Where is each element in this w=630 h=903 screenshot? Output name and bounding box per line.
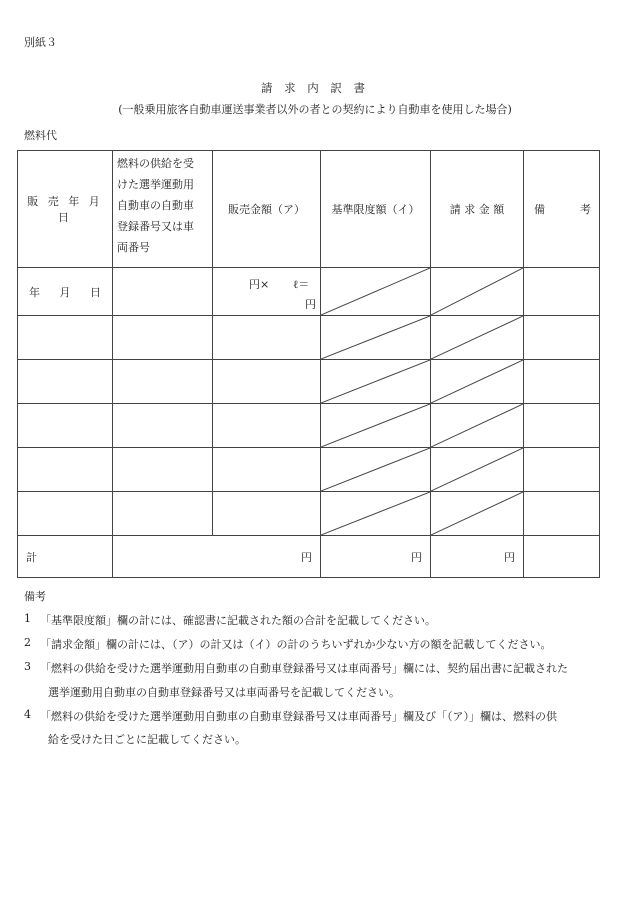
sales-amount-cell bbox=[213, 448, 321, 492]
base-limit-cell bbox=[321, 448, 431, 492]
remark-text: 「燃料の供給を受けた選挙運動用自動車の自動車登録番号又は車両番号」欄及び「（ア）」欄は、燃料の供 bbox=[40, 710, 557, 723]
table-row bbox=[18, 360, 600, 404]
sale-date-cell bbox=[18, 360, 113, 404]
diagonal-line bbox=[321, 404, 430, 447]
notes-cell bbox=[524, 268, 600, 316]
year-label: 年 bbox=[29, 285, 40, 299]
yen-times-label: 円× bbox=[249, 278, 270, 291]
remark-number: 2 bbox=[24, 636, 31, 649]
sale-date-cell bbox=[18, 316, 113, 360]
header-row bbox=[18, 151, 600, 268]
table-row bbox=[18, 404, 600, 448]
header-registration-line: けた選挙運動用 bbox=[117, 178, 194, 191]
header-registration-line: 燃料の供給を受 bbox=[117, 157, 194, 170]
header-base-limit: 基準限度額（イ） bbox=[321, 151, 431, 268]
notes-cell bbox=[524, 404, 600, 448]
header-sales-amount: 販売金額（ア） bbox=[213, 151, 321, 268]
notes-cell bbox=[524, 360, 600, 404]
diagonal-line bbox=[321, 316, 430, 359]
liter-equals-label: ℓ＝ bbox=[293, 278, 310, 291]
header-registration-line: 登録番号又は車 bbox=[117, 220, 194, 233]
registration-cell bbox=[113, 268, 213, 316]
remark-number: 1 bbox=[24, 612, 31, 625]
diagonal-line bbox=[321, 492, 430, 535]
registration-cell bbox=[113, 404, 213, 448]
sale-date-cell bbox=[18, 448, 113, 492]
sale-date-cell bbox=[18, 268, 113, 316]
total-notes bbox=[524, 536, 600, 578]
base-limit-cell bbox=[321, 268, 431, 316]
notes-cell bbox=[524, 316, 600, 360]
claim-amount-cell bbox=[431, 360, 524, 404]
total-claim-amount: 円 bbox=[431, 536, 524, 578]
diagonal-line bbox=[431, 360, 523, 403]
table-row bbox=[18, 268, 600, 316]
diagonal-line bbox=[321, 268, 430, 315]
registration-cell bbox=[113, 316, 213, 360]
claim-amount-cell bbox=[431, 268, 524, 316]
day-label: 日 bbox=[90, 285, 101, 299]
header-registration-line: 自動車の自動車 bbox=[117, 199, 194, 212]
claim-amount-cell bbox=[431, 404, 524, 448]
remark-text: 「請求金額」欄の計には、（ア）の計又は（イ）の計のうちいずれか少ない方の額を記載してください。 bbox=[40, 638, 552, 651]
sales-amount-cell bbox=[213, 268, 321, 316]
remark-text: 給を受けた日ごとに記載してください。 bbox=[48, 733, 246, 746]
diagonal-line bbox=[431, 268, 523, 315]
total-row bbox=[18, 536, 600, 578]
diagonal-line bbox=[431, 448, 523, 491]
header-notes-left: 備 bbox=[534, 203, 545, 216]
base-limit-cell bbox=[321, 316, 431, 360]
registration-cell bbox=[113, 492, 213, 536]
claim-amount-cell bbox=[431, 316, 524, 360]
yen-label: 円 bbox=[305, 298, 316, 311]
table-row bbox=[18, 448, 600, 492]
header-sale-date: 販 売 年 月 日 bbox=[18, 151, 113, 268]
base-limit-cell bbox=[321, 492, 431, 536]
remark-number: 3 bbox=[24, 660, 31, 673]
total-label: 計 bbox=[18, 536, 113, 578]
remark-number: 4 bbox=[24, 708, 31, 721]
sales-amount-cell bbox=[213, 492, 321, 536]
sale-date-cell bbox=[18, 404, 113, 448]
total-base-limit: 円 bbox=[321, 536, 431, 578]
notes-cell bbox=[524, 492, 600, 536]
breakdown-table bbox=[17, 150, 600, 578]
claim-amount-cell bbox=[431, 492, 524, 536]
base-limit-cell bbox=[321, 360, 431, 404]
sales-amount-cell bbox=[213, 316, 321, 360]
registration-cell bbox=[113, 448, 213, 492]
header-registration-number bbox=[113, 151, 213, 268]
expense-category: 燃料代 bbox=[24, 129, 57, 142]
claim-amount-cell bbox=[431, 448, 524, 492]
header-registration-line: 両番号 bbox=[117, 241, 150, 254]
sale-date-cell bbox=[18, 492, 113, 536]
table-row bbox=[18, 492, 600, 536]
registration-cell bbox=[113, 360, 213, 404]
notes-cell bbox=[524, 448, 600, 492]
sales-amount-cell bbox=[213, 404, 321, 448]
base-limit-cell bbox=[321, 404, 431, 448]
table-row bbox=[18, 316, 600, 360]
attachment-label: 別紙３ bbox=[24, 36, 57, 49]
header-claim-amount: 請 求 金 額 bbox=[431, 151, 524, 268]
remark-text: 「燃料の供給を受けた選挙運動用自動車の自動車登録番号又は車両番号」欄には、契約届出書に記載された bbox=[40, 662, 568, 675]
document-subtitle: (一般乗用旅客自動車運送事業者以外の者との契約により自動車を使用した場合) bbox=[118, 103, 512, 116]
month-label: 月 bbox=[59, 285, 71, 299]
document-title: 請 求 内 訳 書 bbox=[260, 81, 370, 95]
remark-text: 「基準限度額」欄の計には、確認書に記載された額の合計を記載してください。 bbox=[40, 614, 436, 627]
sales-amount-cell bbox=[213, 360, 321, 404]
header-notes-right: 考 bbox=[580, 203, 591, 216]
header-notes bbox=[524, 151, 600, 268]
diagonal-line bbox=[321, 448, 430, 491]
diagonal-line bbox=[431, 316, 523, 359]
remarks-title: 備考 bbox=[24, 590, 46, 603]
total-sales-amount: 円 bbox=[113, 536, 321, 578]
diagonal-line bbox=[431, 492, 523, 535]
diagonal-line bbox=[321, 360, 430, 403]
diagonal-line bbox=[431, 404, 523, 447]
remark-text: 選挙運動用自動車の自動車登録番号又は車両番号を記載してください。 bbox=[48, 686, 400, 699]
